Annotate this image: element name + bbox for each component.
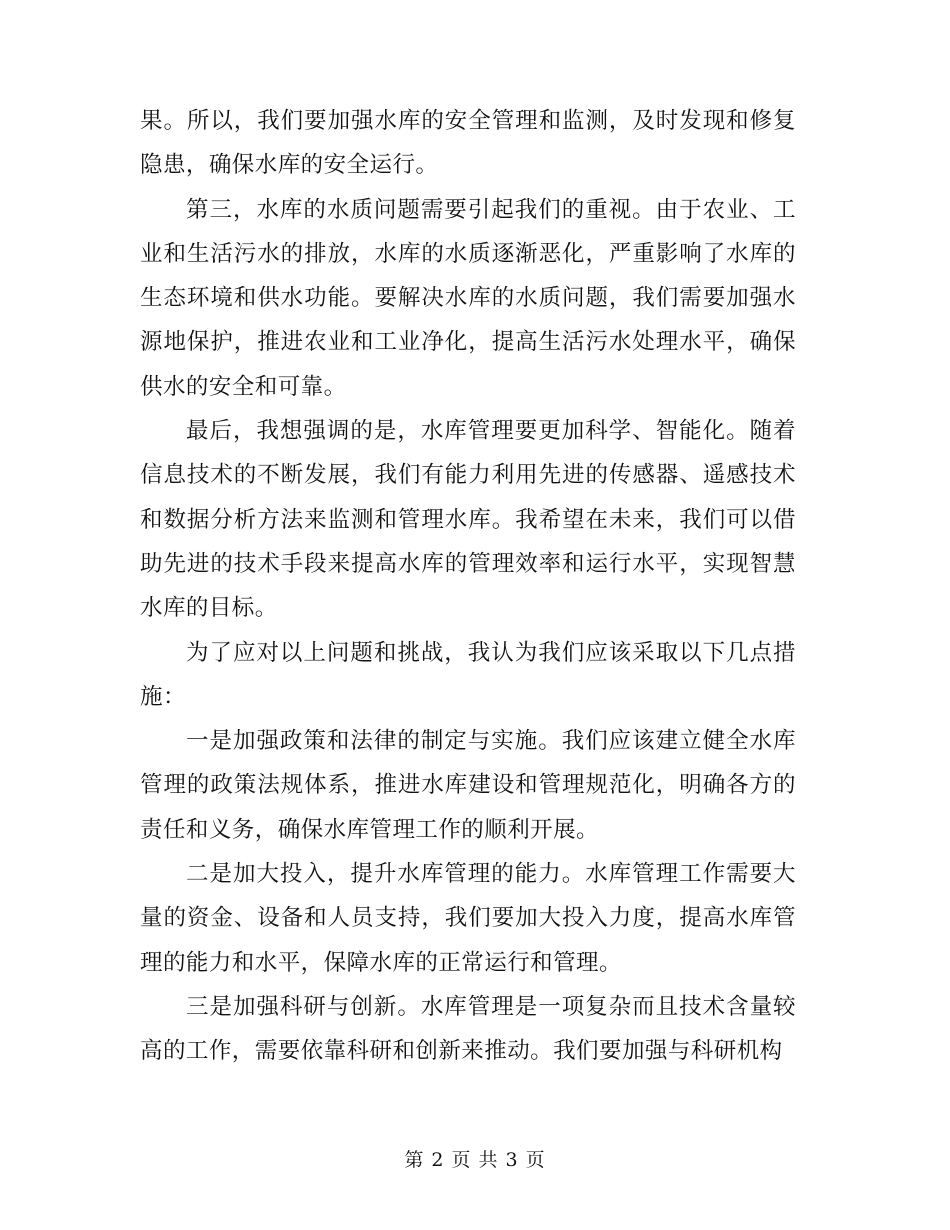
paragraph-measures-intro: 为了应对以上问题和挑战，我认为我们应该采取以下几点措施： (140, 639, 796, 710)
paragraph-smart-management: 最后，我想强调的是，水库管理要更加科学、智能化。随着信息技术的不断发展，我们有能力利用先进的传感器、遥感技术和数据分析方法来监测和管理水库。我希望在未来，我们可以借助先进的技术手段来提高水库的管理效率和运行水平，实现智慧水库的目标。 (140, 418, 796, 622)
paragraph-continuation: 果。所以，我们要加强水库的安全管理和监测，及时发现和修复隐患，确保水库的安全运行。 (140, 108, 796, 179)
paragraph-measure-three: 三是加强科研与创新。水库管理是一项复杂而且技术含量较高的工作，需要依靠科研和创新来推动。我们要加强与科研机构 (140, 993, 796, 1065)
paragraph-measure-one: 一是加强政策和法律的制定与实施。我们应该建立健全水库管理的政策法规体系，推进水库建设和管理规范化，明确各方的责任和义务，确保水库管理工作的顺利开展。 (140, 728, 796, 843)
paragraph-water-quality: 第三，水库的水质问题需要引起我们的重视。由于农业、工业和生活污水的排放，水库的水质逐渐恶化，严重影响了水库的生态环境和供水功能。要解决水库的水质问题，我们需要加强水源地保护，推进农业和工业净化，提高生活污水处理水平，确保供水的安全和可靠。 (140, 196, 796, 400)
page-body (140, 99, 796, 1074)
paragraph-measure-two: 二是加大投入，提升水库管理的能力。水库管理工作需要大量的资金、设备和人员支持，我们要加大投入力度，提高水库管理的能力和水平，保障水库的正常运行和管理。 (140, 861, 796, 976)
page-number-footer: 第 2 页 共 3 页 (404, 1149, 546, 1171)
